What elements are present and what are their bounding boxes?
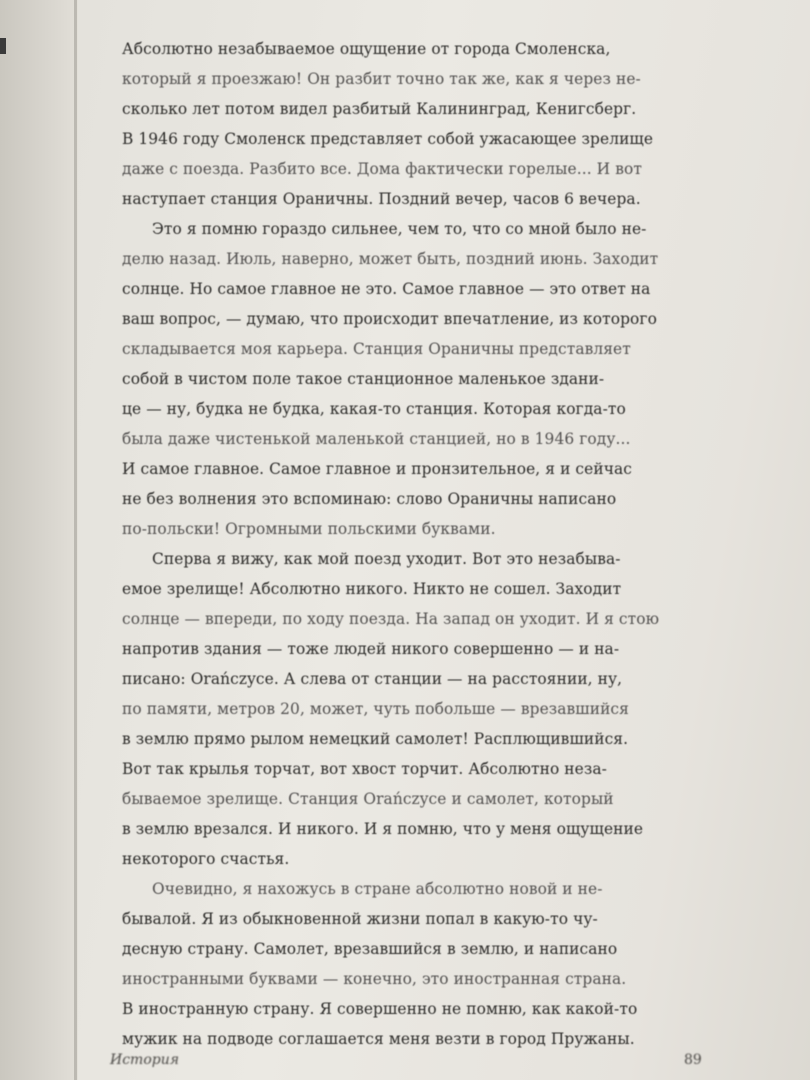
text-line: бываемое зрелище. Станция Orańczyce и самолет, который [122, 790, 614, 808]
text-line: не без волнения это вспоминаю: слово Ораничны написано [122, 490, 617, 508]
page-edge [74, 0, 77, 1080]
text-line: напротив здания — тоже людей никого совершенно — и на- [122, 640, 620, 658]
page-number: 89 [684, 1052, 702, 1068]
text-line: Вот так крылья торчат, вот хвост торчит. Абсолютно неза- [122, 760, 607, 778]
text-line: бывалой. Я из обыкновенной жизни попал в какую-то чу- [122, 910, 598, 928]
text-line: Сперва я вижу, как мой поезд уходит. Вот это незабыва- [152, 550, 621, 568]
text-line: некоторого счастья. [122, 850, 290, 868]
text-line: ваш вопрос, — думаю, что происходит впечатление, из которого [122, 310, 657, 328]
text-line: собой в чистом поле такое станционное маленькое здани- [122, 370, 605, 388]
text-line: В иностранную страну. Я совершенно не помню, как какой-то [122, 1000, 638, 1018]
text-line: Абсолютно незабываемое ощущение от города Смоленска, [122, 40, 611, 58]
text-line: делю назад. Июль, наверно, может быть, поздний июнь. Заходит [122, 250, 659, 268]
text-line: по-польски! Огромными польскими буквами. [122, 520, 496, 538]
text-line: писано: Orańczyce. А слева от станции — на расстоянии, ну, [122, 670, 623, 688]
text-line: по памяти, метров 20, может, чуть побольше — врезавшийся [122, 700, 629, 718]
text-line: который я проезжаю! Он разбит точно так же, как я через не- [122, 70, 641, 88]
text-line: емое зрелище! Абсолютно никого. Никто не сошел. Заходит [122, 580, 622, 598]
text-line: солнце. Но самое главное не это. Самое главное — это ответ на [122, 280, 651, 298]
text-line: иностранными буквами — конечно, это иностранная страна. [122, 970, 627, 988]
text-line: десную страну. Самолет, врезавшийся в землю, и написано [122, 940, 618, 958]
text-line: в землю врезался. И никого. И я помню, что у меня ощущение [122, 820, 644, 838]
body-text [122, 34, 742, 1054]
book-gutter [0, 0, 78, 1080]
text-line: це — ну, будка не будка, какая-то станция. Которая когда-то [122, 400, 626, 418]
text-line: И самое главное. Самое главное и пронзительное, я и сейчас [122, 460, 632, 478]
book-page [78, 0, 810, 1080]
text-line: мужик на подводе соглашается меня везти в город Пружаны. [122, 1030, 635, 1048]
running-footer: История [110, 1052, 180, 1068]
text-line: Очевидно, я нахожусь в стране абсолютно новой и не- [152, 880, 603, 898]
text-line: в землю прямо рылом немецкий самолет! Расплющившийся. [122, 730, 629, 748]
facing-page-corner [0, 38, 6, 54]
text-line: сколько лет потом видел разбитый Калининград, Кенигсберг. [122, 100, 637, 118]
text-line: наступает станция Ораничны. Поздний вечер, часов 6 вечера. [122, 190, 641, 208]
text-line: была даже чистенькой маленькой станцией, но в 1946 году... [122, 430, 631, 448]
text-line: солнце — впереди, по ходу поезда. На запад он уходит. И я стою [122, 610, 660, 628]
text-line: В 1946 году Смоленск представляет собой ужасающее зрелище [122, 130, 654, 148]
text-line: Это я помню гораздо сильнее, чем то, что со мной было не- [152, 220, 647, 238]
text-line: складывается моя карьера. Станция Ораничны представляет [122, 340, 631, 358]
text-line: даже с поезда. Разбито все. Дома фактически горелые... И вот [122, 160, 642, 178]
